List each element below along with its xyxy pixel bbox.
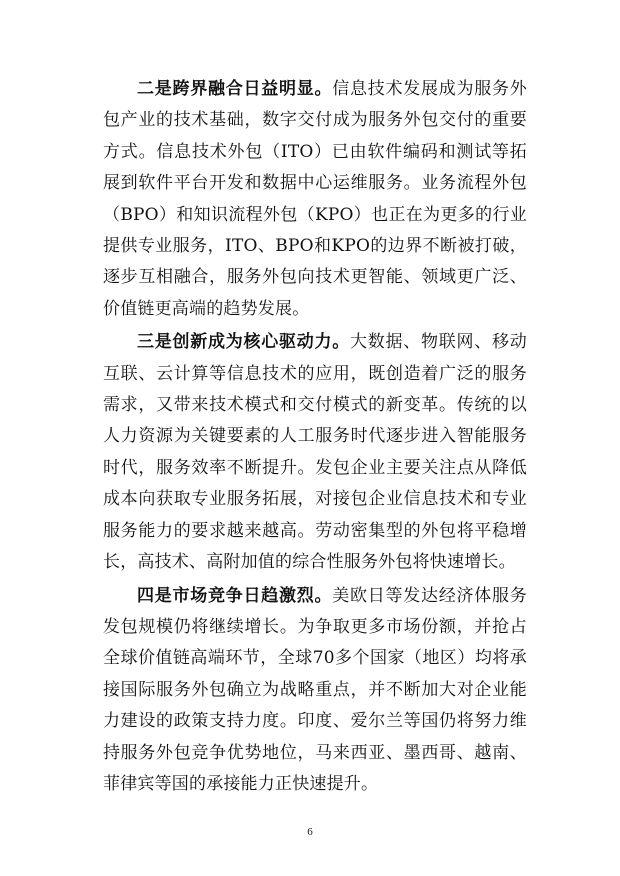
body-text xyxy=(103,74,527,802)
paragraph-innovation-driver xyxy=(103,327,527,578)
paragraph-market-competition xyxy=(103,581,527,801)
paragraph-cross-border-integration xyxy=(103,74,527,325)
paragraph-body: 信息技术发展成为服务外包产业的技术基础，数字交付成为服务外包交付的重要方式。信息技术外包（ITO）已由软件编码和测试等拓展到软件平台开发和数据中心运维服务。业务流程外包（BPO）和知识流程外包（KPO）也正在为更多的行业提供专业服务，ITO、BPO和KPO的边界不断被打破，逐步互相融合，服务外包向技术更智能、领域更广泛、价值链更高端的趋势发展。 xyxy=(103,79,528,319)
paragraph-body: 美欧日等发达经济体服务发包规模仍将继续增长。为争取更多市场份额，并抢占全球价值链高端环节，全球70多个国家（地区）均将承接国际服务外包确立为战略重点，并不断加大对企业能力建设的政策支持力度。印度、爱尔兰等国仍将努力维持服务外包竞争优势地位，马来西亚、墨西哥、越南、菲律宾等国的承接能力正快速提升。 xyxy=(103,585,528,794)
paragraph-heading: 二是跨界融合日益明显。 xyxy=(137,79,333,99)
paragraph-body: 大数据、物联网、移动互联、云计算等信息技术的应用，既创造着广泛的服务需求，又带来技术模式和交付模式的新变革。传统的以人力资源为关键要素的人工服务时代逐步进入智能服务时代，服务效率不断提升。发包企业主要关注点从降低成本向获取专业服务拓展，对接包企业信息技术和专业服务能力的要求越来越高。劳动密集型的外包将平稳增长，高技术、高附加值的综合性服务外包将快速增长。 xyxy=(103,332,527,573)
paragraph-heading: 四是市场竞争日趋激烈。 xyxy=(137,585,333,606)
page-number: 6 xyxy=(307,826,313,838)
paragraph-heading: 三是创新成为核心驱动力。 xyxy=(137,332,351,353)
